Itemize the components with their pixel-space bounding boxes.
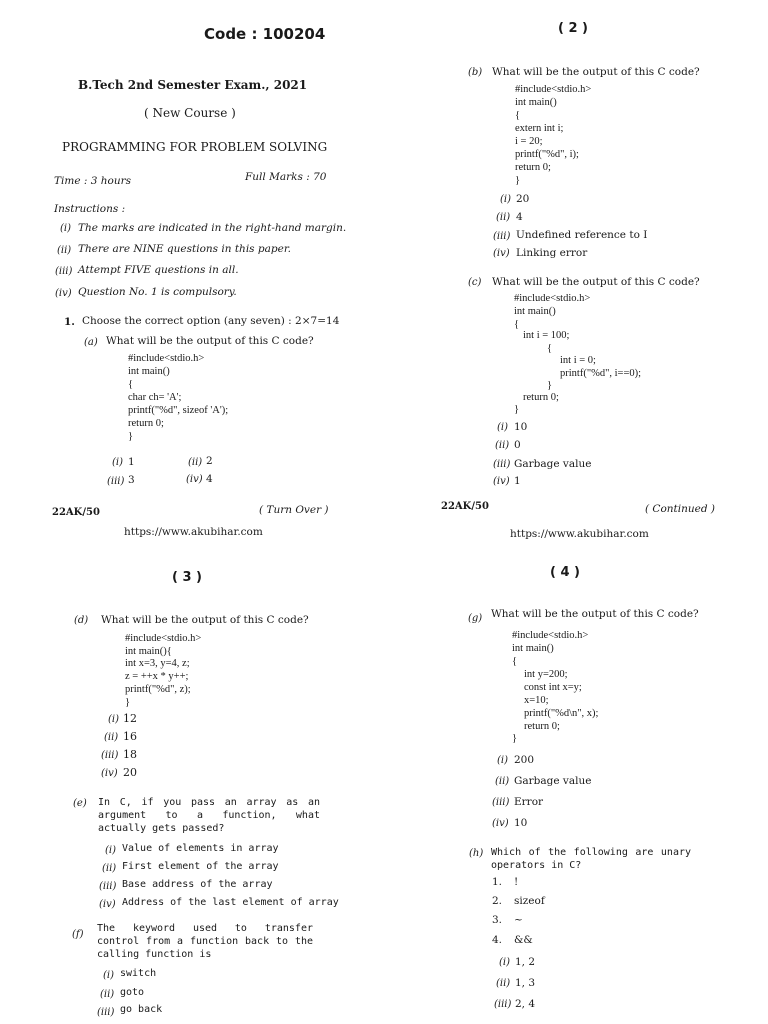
option-num: (iii) <box>97 1007 115 1018</box>
code-line: #include<stdio.h> <box>125 633 202 644</box>
option-text: 20 <box>516 193 530 205</box>
instructions-heading: Instructions : <box>54 203 126 215</box>
list-item-num: 3. <box>492 914 503 926</box>
option-num: (i) <box>500 194 512 205</box>
option-num: (ii) <box>495 440 510 451</box>
sub-question-label: (a) <box>84 337 98 348</box>
code-line: printf("%d", i==0); <box>560 368 642 379</box>
list-item-text: ! <box>514 876 519 888</box>
paper-code: Code : 100204 <box>204 25 326 43</box>
option-text: 4 <box>206 473 213 485</box>
option-text: Garbage value <box>514 775 592 787</box>
code-line: } <box>512 733 518 744</box>
option-num: (i) <box>497 422 509 433</box>
page-number: ( 2 ) <box>558 21 588 36</box>
option-num: (iii) <box>101 750 119 761</box>
sub-question-text: What will be the output of this C code? <box>492 66 700 78</box>
list-item-num: 4. <box>492 934 503 946</box>
exam-title: B.Tech 2nd Semester Exam., 2021 <box>78 78 308 92</box>
sub-question-label: (g) <box>468 613 483 624</box>
option-text: Address of the last element of array <box>122 897 339 908</box>
time-label: Time : 3 hours <box>54 175 132 187</box>
option-text: 1 <box>514 475 521 487</box>
option-num: (ii) <box>495 776 510 787</box>
instruction-num: (i) <box>60 223 72 234</box>
option-text: 16 <box>123 730 137 743</box>
code-line: z = ++x * y++; <box>125 671 189 682</box>
sub-question-text: What will be the output of this C code? <box>492 276 700 288</box>
option-num: (iii) <box>493 459 511 470</box>
instruction-text: Question No. 1 is compulsory. <box>78 286 237 298</box>
option-text: 1, 2 <box>515 956 536 968</box>
option-num: (iii) <box>493 231 511 242</box>
list-item-text: sizeof <box>514 895 545 907</box>
option-num: (iv) <box>99 899 116 910</box>
option-num: (iv) <box>186 474 203 485</box>
option-num: (ii) <box>496 978 511 989</box>
sub-question-text: What will be the output of this C code? <box>491 608 699 620</box>
option-text: 10 <box>514 421 528 433</box>
full-marks-label: Full Marks : 70 <box>245 171 327 183</box>
page-4 <box>384 512 768 1024</box>
page-number: ( 3 ) <box>172 570 202 585</box>
option-num: (i) <box>112 457 124 468</box>
code-line: extern int i; <box>515 123 564 134</box>
instruction-num: (iv) <box>55 288 72 299</box>
option-text: 18 <box>123 748 137 761</box>
option-num: (iii) <box>492 797 510 808</box>
code-line: } <box>547 380 553 391</box>
code-line: int x=3, y=4, z; <box>125 658 190 669</box>
option-text: Garbage value <box>514 458 592 470</box>
code-line: { <box>128 379 134 390</box>
code-line: int i = 0; <box>560 355 596 366</box>
code-line: #include<stdio.h> <box>128 353 205 364</box>
option-text: go back <box>120 1004 163 1015</box>
instruction-text: There are NINE questions in this paper. <box>78 243 292 255</box>
option-text: First element of the array <box>122 861 279 872</box>
option-text: 10 <box>514 817 528 829</box>
sub-question-label: (b) <box>468 67 483 78</box>
option-num: (i) <box>103 970 115 981</box>
option-num: (ii) <box>102 863 117 874</box>
option-text: 12 <box>123 712 137 725</box>
option-text: 20 <box>123 766 137 779</box>
sub-question-text: In C, if you pass an array as an argument to a function, what actually gets passed? <box>98 797 320 834</box>
option-num: (i) <box>105 845 117 856</box>
instruction-text: Attempt FIVE questions in all. <box>78 264 239 276</box>
page-1 <box>0 0 384 518</box>
option-num: (ii) <box>104 732 119 743</box>
sub-question-label: (d) <box>74 615 89 626</box>
subject-title: PROGRAMMING FOR PROBLEM SOLVING <box>62 140 328 154</box>
course-label: ( New Course ) <box>144 106 236 120</box>
code-line: { <box>547 343 553 354</box>
option-text: 4 <box>516 211 523 223</box>
option-text: 2 <box>206 455 213 467</box>
option-text: switch <box>120 968 157 979</box>
sub-question-text: What will be the output of this C code? <box>106 335 314 347</box>
code-line: { <box>515 110 521 121</box>
code-line: return 0; <box>515 162 551 173</box>
code-line: const int x=y; <box>524 682 582 693</box>
instruction-num: (ii) <box>57 245 72 256</box>
sub-question-text: What will be the output of this C code? <box>101 614 309 626</box>
list-item-text: ~ <box>514 914 523 926</box>
code-line: int main() <box>512 643 554 654</box>
sub-question-label: (f) <box>72 929 84 940</box>
option-num: (i) <box>499 957 511 968</box>
question-number: 1. <box>64 316 75 328</box>
option-num: (i) <box>108 714 120 725</box>
list-item-text: && <box>514 934 533 946</box>
code-line: } <box>515 175 521 186</box>
option-num: (iii) <box>107 476 125 487</box>
footer-note: ( Continued ) <box>645 503 716 515</box>
code-line: char ch= 'A'; <box>128 392 182 403</box>
option-num: (iii) <box>99 881 117 892</box>
option-text: 3 <box>128 474 135 486</box>
sub-question-label: (h) <box>469 848 484 859</box>
code-line: } <box>125 697 131 708</box>
code-line: int y=200; <box>524 669 568 680</box>
option-num: (iv) <box>493 476 510 487</box>
option-text: 1, 3 <box>515 977 536 989</box>
code-line: return 0; <box>524 721 560 732</box>
list-item-num: 2. <box>492 895 503 907</box>
option-num: (ii) <box>496 212 511 223</box>
code-line: { <box>514 319 520 330</box>
option-num: (i) <box>497 755 509 766</box>
footer-code: 22AK/50 <box>52 507 100 518</box>
instruction-num: (iii) <box>55 266 73 277</box>
source-url: https://www.akubihar.com <box>510 528 649 540</box>
option-num: (iv) <box>492 818 509 829</box>
footer-note: ( Turn Over ) <box>259 504 329 516</box>
code-line: int main() <box>128 366 170 377</box>
option-text: 1 <box>128 456 135 468</box>
option-text: 200 <box>514 754 535 766</box>
code-line: printf("%d", i); <box>515 149 579 160</box>
option-text: Error <box>514 796 544 808</box>
option-text: Value of elements in array <box>122 843 279 854</box>
question-text: Choose the correct option (any seven) : 2×7=14 <box>82 315 340 327</box>
option-text: 2, 4 <box>515 998 536 1010</box>
sub-question-label: (e) <box>73 798 87 809</box>
code-line: return 0; <box>128 418 164 429</box>
option-text: Undefined reference to I <box>516 229 648 241</box>
list-item-num: 1. <box>492 876 503 888</box>
option-text: 0 <box>514 439 521 451</box>
code-line: printf("%d", sizeof 'A'); <box>128 405 229 416</box>
footer-code: 22AK/50 <box>441 501 489 512</box>
code-line: int main(){ <box>125 646 172 657</box>
option-num: (iv) <box>493 248 510 259</box>
code-line: #include<stdio.h> <box>515 84 592 95</box>
option-num: (iv) <box>101 768 118 779</box>
code-line: printf("%d\n", x); <box>524 708 599 719</box>
code-line: i = 20; <box>515 136 543 147</box>
page-3 <box>0 512 384 1024</box>
code-line: return 0; <box>523 392 559 403</box>
page-number: ( 4 ) <box>550 565 580 580</box>
code-line: printf("%d", z); <box>125 684 191 695</box>
option-text: goto <box>120 987 145 998</box>
option-num: (iii) <box>494 999 512 1010</box>
code-line: int main() <box>514 306 556 317</box>
code-line: int main() <box>515 97 557 108</box>
code-line: } <box>514 404 520 415</box>
option-num: (ii) <box>188 457 203 468</box>
code-line: int i = 100; <box>523 330 570 341</box>
option-text: Base address of the array <box>122 879 273 890</box>
code-line: { <box>512 656 518 667</box>
code-line: #include<stdio.h> <box>512 630 589 641</box>
page-2 <box>384 0 768 515</box>
source-url: https://www.akubihar.com <box>124 526 263 538</box>
sub-question-text: Which of the following are unary operators in C? <box>491 847 691 871</box>
instruction-text: The marks are indicated in the right-hand margin. <box>78 222 347 234</box>
code-line: #include<stdio.h> <box>514 293 591 304</box>
option-text: Linking error <box>516 247 588 259</box>
code-line: } <box>128 431 134 442</box>
sub-question-text: The keyword used to transfer control from a function back to the calling function is <box>97 923 313 960</box>
sub-question-label: (c) <box>468 277 482 288</box>
code-line: x=10; <box>524 695 549 706</box>
option-num: (ii) <box>100 989 115 1000</box>
